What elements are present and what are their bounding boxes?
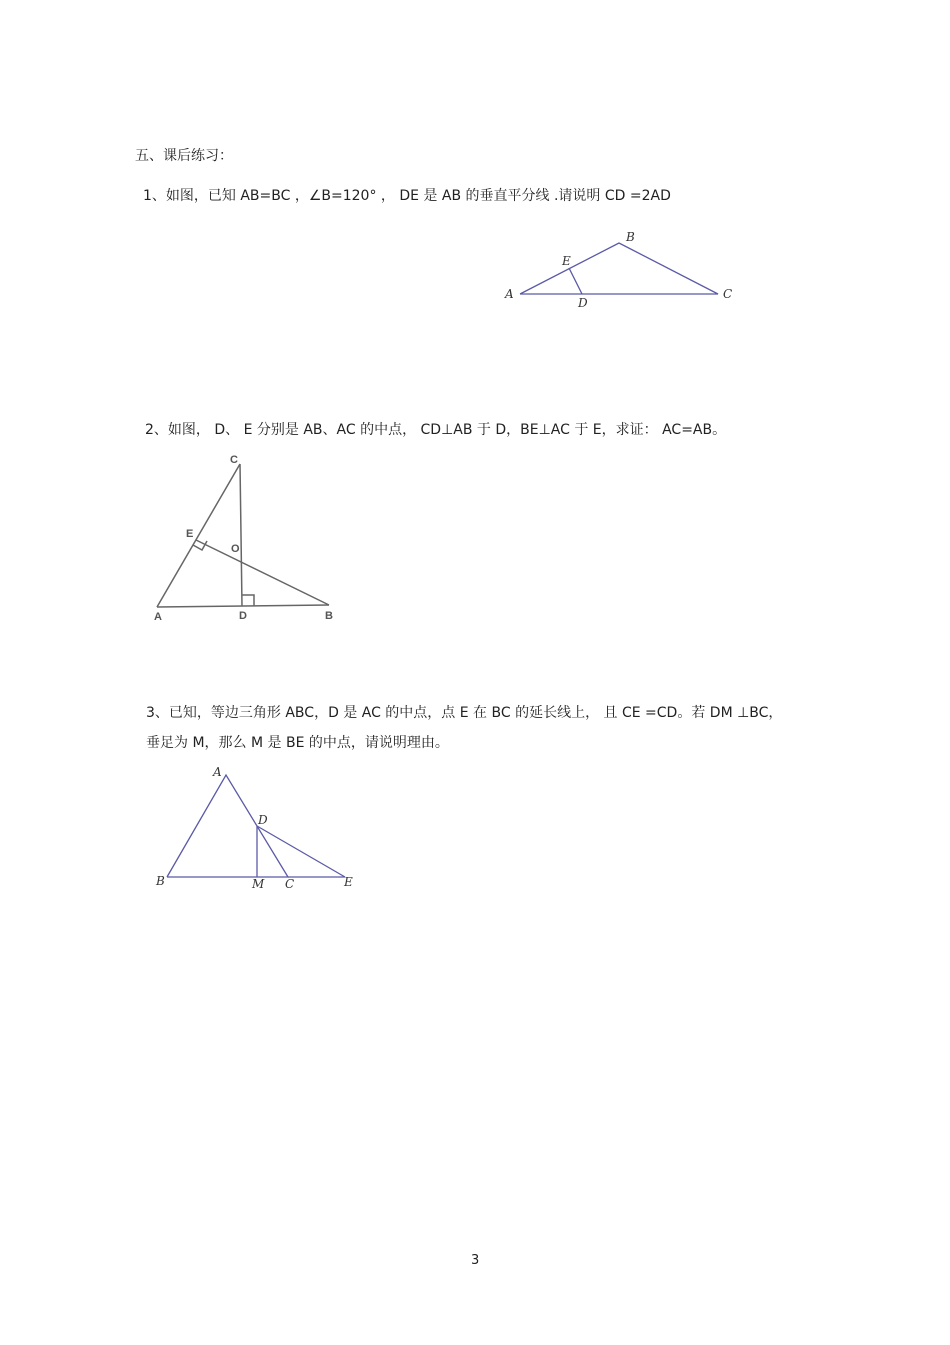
label-b: B xyxy=(156,874,165,888)
problem-3-text-line2: 垂足为 M，那么 M 是 BE 的中点，请说明理由。 xyxy=(146,735,449,751)
label-o: O xyxy=(231,543,240,555)
label-c: C xyxy=(230,454,238,466)
segment-de xyxy=(257,826,345,877)
label-c: C xyxy=(285,877,295,891)
label-c: C xyxy=(723,287,733,301)
label-a: A xyxy=(505,287,514,301)
label-d: D xyxy=(578,296,588,310)
problem-1-text: 1、如图，已知 AB=BC ，∠B=120° ， DE 是 AB 的垂直平分线 .请说明 CD =2AD xyxy=(143,188,671,204)
section-title: 五、课后练习： xyxy=(135,148,233,164)
label-d: D xyxy=(239,610,247,622)
label-a: A xyxy=(213,765,222,779)
label-e: E xyxy=(562,254,571,268)
label-m: M xyxy=(252,877,265,891)
problem-2-text: 2、如图， D、 E 分别是 AB、AC 的中点， CD⊥AB 于 D，BE⊥AC 于 E，求证： AC=AB。 xyxy=(145,422,727,438)
label-e: E xyxy=(186,528,194,540)
label-b: B xyxy=(626,230,635,244)
label-e: E xyxy=(344,875,353,889)
problem-3-text-line1: 3、已知，等边三角形 ABC，D 是 AC 的中点，点 E 在 BC 的延长线上， 且 CE =CD。若 DM ⊥BC， xyxy=(146,705,783,721)
triangle-abc-outline xyxy=(167,775,288,877)
label-d: D xyxy=(258,813,268,827)
label-b: B xyxy=(325,610,333,622)
page-number: 3 xyxy=(471,1253,480,1268)
label-a: A xyxy=(154,611,162,623)
